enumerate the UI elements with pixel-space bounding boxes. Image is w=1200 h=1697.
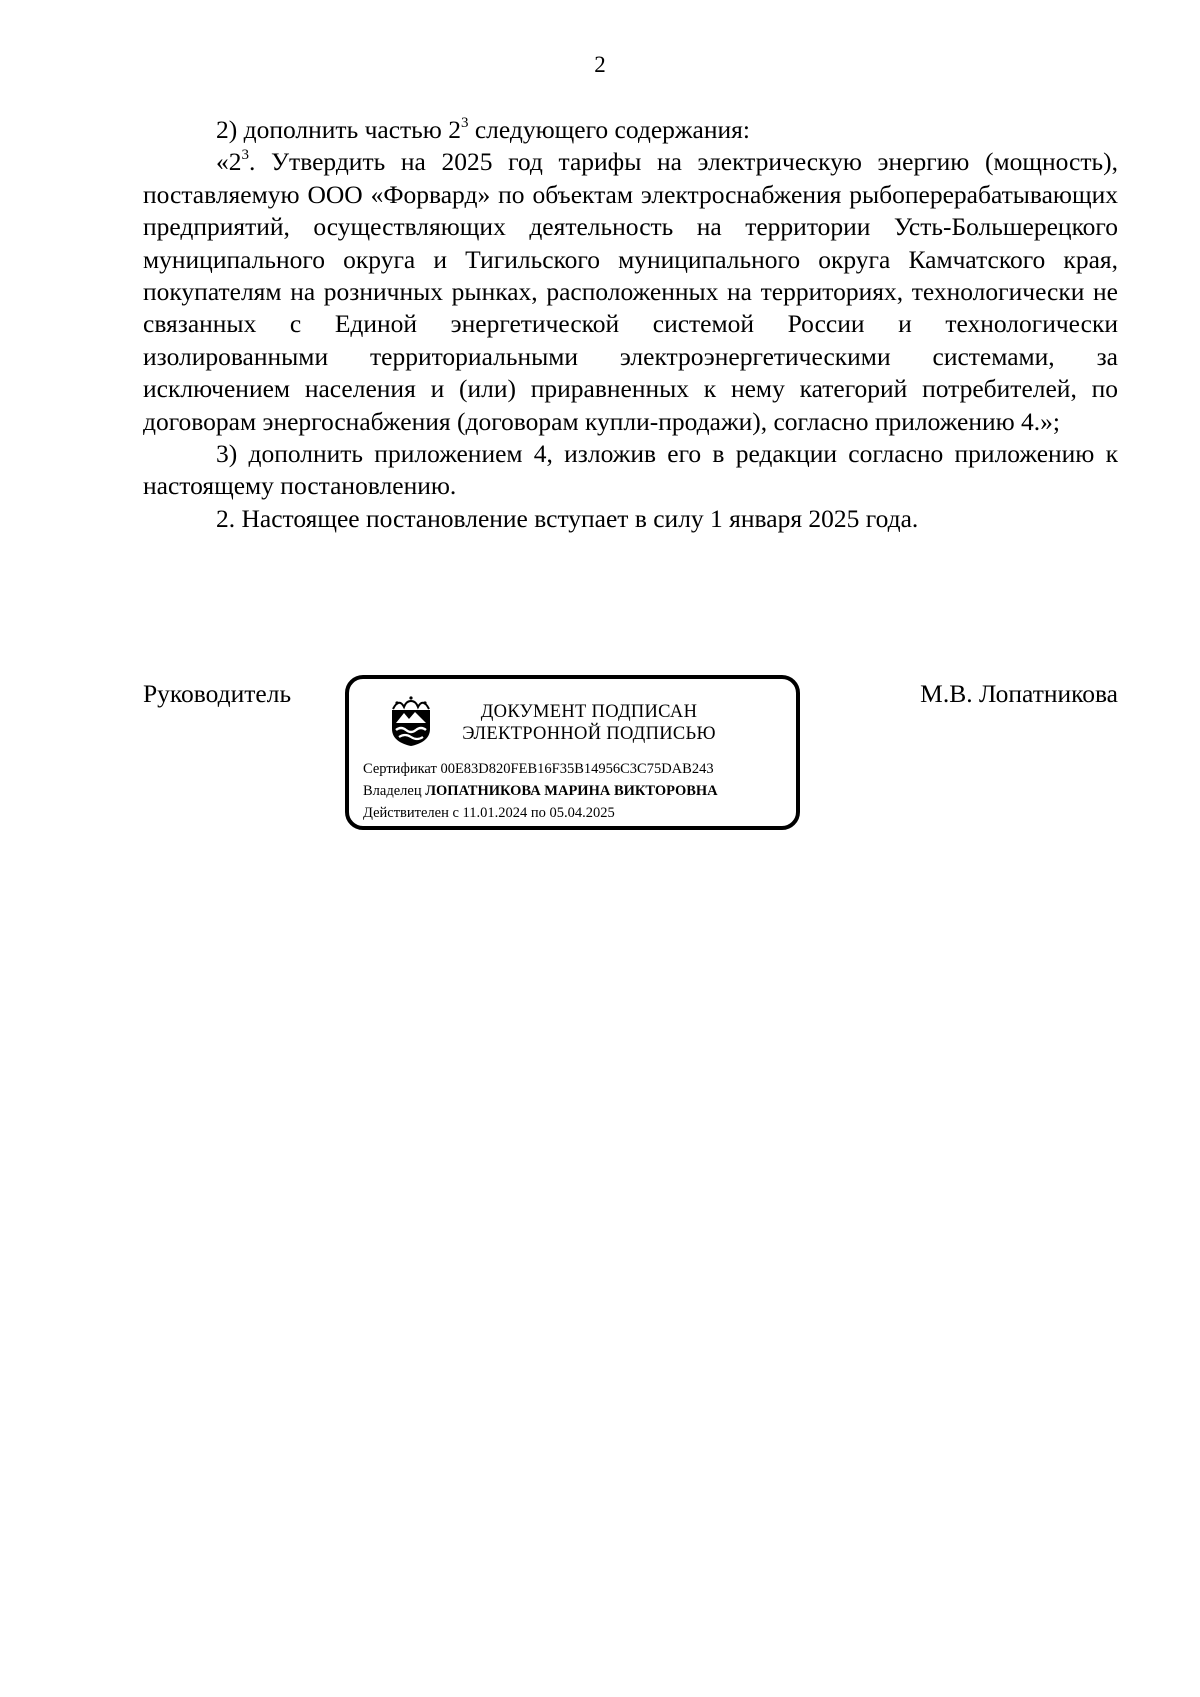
stamp-title-line-2: ЭЛЕКТРОННОЙ ПОДПИСЬЮ (462, 724, 716, 744)
signer-name: М.В. Лопатникова (920, 679, 1118, 708)
stamp-title (439, 701, 739, 745)
paragraph-effective-date: 2. Настоящее постановление вступает в силу 1 января 2025 года. (216, 503, 919, 533)
kamchatka-coat-of-arms-icon (387, 695, 435, 747)
stamp-certificate: Сертификат 00E83D820FEB16F35B14956C3C75DAB243 (363, 761, 714, 777)
electronic-signature-stamp (345, 675, 800, 830)
paragraph-amendment-3: 3) дополнить приложением 4, изложив его в редакции согласно приложению к настоящему постановлению. (143, 439, 1118, 501)
certificate-value: 00E83D820FEB16F35B14956C3C75DAB243 (440, 761, 714, 777)
stamp-validity: Действителен с 11.01.2024 по 05.04.2025 (363, 805, 615, 821)
paragraph-amendment-2: 2) дополнить частью $2^3$ следующего содержания: (216, 115, 750, 144)
document-body (143, 114, 1118, 535)
stamp-owner: Владелец ЛОПАТНИКОВА МАРИНА ВИКТОРОВНА (363, 783, 718, 799)
owner-value: ЛОПАТНИКОВА МАРИНА ВИКТОРОВНА (425, 783, 718, 799)
valid-from: 11.01.2024 (462, 805, 528, 821)
stamp-title-line-1: ДОКУМЕНТ ПОДПИСАН (480, 702, 698, 722)
paragraph-part-2-3-text: «$2^3$. Утвердить на 2025 год тарифы на электрическую энергию (мощность), поставляемую ООО «Форвард» по объектам электроснабжения рыбоперерабатывающих предприятий, осуществляющих деятельность на территории Усть-Большерецкого муниципального округа и Тигильского муниципального округа Камчатского края, покупателям на розничных рынках, расположенных на территориях, технологически не связанных с Единой энергетической системой России и технологически изолированными территориальными электроэнергетическими системами, за исключением населения и (или) приравненных к нему категорий потребителей, по договорам энергоснабжения (договорам купли-продажи), согласно приложению 4.»; (143, 147, 1118, 436)
valid-to: 05.04.2025 (549, 805, 615, 821)
page-number: 2 (594, 52, 606, 77)
signer-title: Руководитель (143, 679, 292, 708)
